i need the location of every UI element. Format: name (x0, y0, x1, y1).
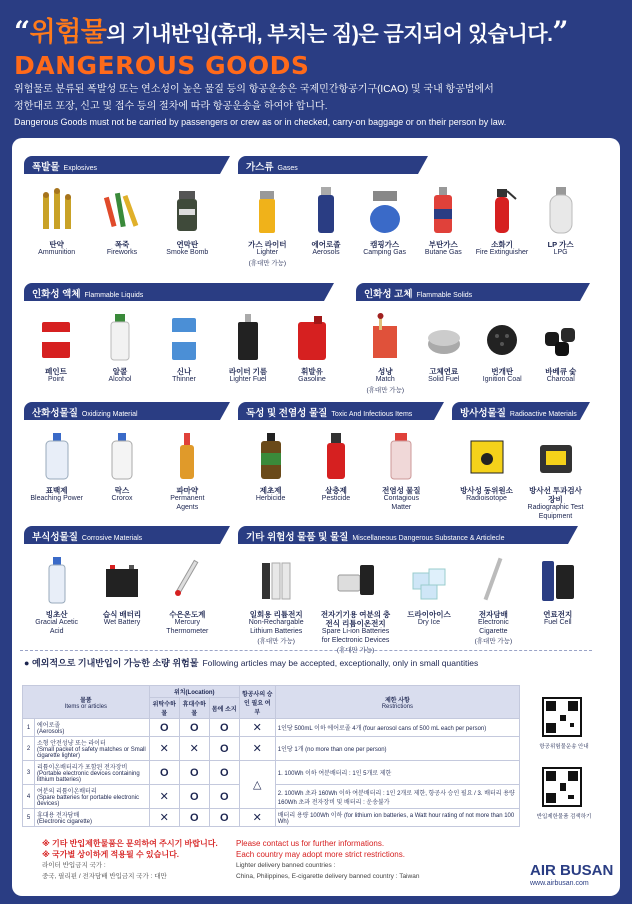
item-charcoal: 바베큐 숯 Charcoal (534, 309, 588, 394)
section-title: 부식성물질 Corrosive Materials (24, 526, 220, 544)
table-row: 4 여분의 리튬이온배터리 (Spare batteries for portable electronic devices) ✕ O O 2. 100Wh 초과 160Wh 이하 여분배터리 : 1인 2개로 제한, 항공사 승인 필요 / 3. 배터리 용량 160Wh 초과 전자장비 및 배터리 : 운송불가 (23, 785, 520, 809)
item-smoke-bomb: 연막탄 Smoke Bomb (160, 182, 214, 258)
item-ammunition: 탄약 Ammunition (30, 182, 84, 258)
fuel-cell-icon (537, 552, 579, 606)
section-title: 인화성 액체 Flammable Liquids (24, 283, 324, 301)
headline-text: 의 기내반입(휴대, 부치는 짐)은 금지되어 있습니다. (106, 23, 553, 46)
e-cigarette-icon (472, 552, 514, 606)
item-acetic-acid: 빙초산 Gracial Acetic Acid (30, 552, 84, 636)
item-permanent-agents: 파마약 Permanent Agents (160, 428, 214, 512)
dry-ice-icon (408, 552, 450, 606)
item-gasoline: 휘발유 Gasoline (285, 309, 339, 385)
charcoal-icon (540, 309, 582, 363)
smoke-bomb-icon (166, 182, 208, 236)
dangerous-goods-title: DANGEROUS GOODS (14, 51, 310, 80)
wet-battery-icon (101, 552, 143, 606)
qr-label-1: 항공위험물운송 안내 (539, 744, 589, 750)
quote-open: “ (14, 15, 30, 48)
permanent-agent-icon (166, 428, 208, 482)
item-solid-fuel: 고체연료 Solid Fuel (417, 309, 471, 394)
section-miscellaneous (238, 526, 590, 654)
item-mercury-thermometer: 수은온도계 Mercury Thermometer (160, 552, 214, 636)
item-herbicide: 제초제 Herbicide (244, 428, 298, 512)
section-flammable-solids (356, 283, 590, 394)
item-list (24, 301, 344, 385)
item-camping-gas: 캠핑가스 Camping Gas (358, 182, 412, 267)
item-pesticide: 살충제 Pesticide (309, 428, 363, 512)
header (0, 0, 632, 128)
section-toxic (238, 402, 434, 512)
separator (20, 650, 592, 651)
section-title: 인화성 고체 Flammable Solids (356, 283, 580, 301)
description-ko-1: 위험물로 분류된 폭발성 또는 연소성이 높은 물질 등의 항공운송은 국제민간항공기구(ICAO) 및 국내 항공법에서 (14, 84, 494, 95)
item-list (24, 420, 220, 512)
item-match: 성냥 Match (휴대만 가능) (358, 309, 412, 394)
qr-code-2[interactable] (542, 767, 582, 807)
pesticide-icon (315, 428, 357, 482)
description-en: Dangerous Goods must not be carried by passengers or crew as or in checked, carry-on baggage or on their person by law. (14, 117, 507, 127)
fireworks-icon (101, 182, 143, 236)
item-paint: 페인트 Point (29, 309, 83, 385)
section-explosives (24, 156, 220, 258)
item-contagious-matter: 전염성 물질 Contagious Matter (374, 428, 428, 512)
fire-extinguisher-icon (481, 182, 523, 236)
qr-label-2: 반입제한물품 검색하기 (536, 814, 592, 820)
table-row: 2 소형 안전성냥 또는 라이터 (Small packet of safety matches or Small cigarette lighter) ✕ ✕ O ✕ 1인당 1개 (no more than one per person) (23, 737, 520, 761)
website-link[interactable]: www.airbusan.com (530, 880, 589, 887)
section-title: 방사성물질 Radioactive Materials (452, 402, 580, 420)
lighter-icon (246, 182, 288, 236)
item-list (238, 420, 434, 512)
item-spare-li-ion: 전자기기용 여분의 충전식 리튬이온전지 Spare Li-ion Batteries for Electronic Devices (휴대만 가능) (320, 552, 392, 654)
match-icon (364, 309, 406, 363)
section-title: 산화성물질 Oxidizing Material (24, 402, 220, 420)
solid-fuel-icon (423, 309, 465, 363)
exceptions-table (22, 685, 520, 827)
item-bleaching-power: 표백제 Bleaching Power (30, 428, 84, 512)
qr-code-1[interactable] (542, 697, 582, 737)
thermometer-icon (166, 552, 208, 606)
headline-highlight: 위험물 (29, 17, 107, 47)
item-e-cigarette: 전자담배 Electronic Cigarette (휴대만 가능) (466, 552, 520, 654)
alcohol-icon (99, 309, 141, 363)
ignition-coal-icon (481, 309, 523, 363)
section-title: 독성 및 전염성 물질 Toxic And Infectious Items (238, 402, 434, 420)
section-radioactive (452, 402, 590, 521)
item-fireworks: 폭죽 Fireworks (95, 182, 149, 258)
item-wet-battery: 습식 배터리 Wet Battery (95, 552, 149, 636)
exceptions-title: ● 예외적으로 기내반입이 가능한 소량 위험물 Following articles may be accepted, exceptionally, only in small quantities (24, 658, 479, 668)
air-busan-logo: AIR BUSAN (530, 862, 614, 879)
paint-icon (35, 309, 77, 363)
item-dry-ice: 드라이아이스 Dry Ice (402, 552, 456, 654)
item-lpg: LP 가스 LPG (534, 182, 588, 267)
item-lighter: 가스 라이터 Lighter (휴대만 가능) (240, 182, 294, 267)
section-title: 가스류 Gases (238, 156, 418, 174)
radioactive-icon (466, 428, 508, 482)
bleach-icon (36, 428, 78, 482)
item-aerosols: 에어로졸 Aerosols (299, 182, 353, 267)
table-row: 1 에어로졸 (Aerosols) O O O ✕ 1인당 500mL 이하 에어로졸 4개 (four aerosol cans of 500 mL each per person) (23, 719, 520, 737)
col-checked: 위탁수하물 (149, 698, 179, 719)
power-bank-icon (335, 552, 377, 606)
item-butane-gas: 부탄가스 Butane Gas (416, 182, 470, 267)
section-title: 폭발물 Explosives (24, 156, 220, 174)
footer-ko: ※ 기타 반입제한물품은 문의하여 주시기 바랍니다. ※ 국가별 상이하게 적용될 수 있습니다. 라이터 반입금지 국가 : 중국, 필리핀 / 전자담배 반입금지 국가 : 대만 (42, 839, 218, 880)
item-list (24, 174, 220, 258)
section-corrosive (24, 526, 220, 636)
thinner-icon (163, 309, 205, 363)
contagious-matter-icon (380, 428, 422, 482)
item-alcohol: 알콜 Alcohol (93, 309, 147, 385)
col-items: 물품 Items or articles (23, 686, 150, 719)
butane-gas-icon (422, 182, 464, 236)
item-list (238, 544, 590, 654)
item-list (238, 174, 590, 267)
lighter-fuel-icon (227, 309, 269, 363)
radiographic-equipment-icon (535, 428, 577, 482)
col-person: 몸에 소지 (209, 698, 239, 719)
section-title: 기타 위험성 물품 및 물질 Miscellaneous Dangerous Substance & Articlecle (238, 526, 568, 544)
section-gases (238, 156, 590, 267)
table-row: 5 휴대용 전자담배 (Electronic cigarette) ✕ O O ✕ 배터리 용량 100Wh 이하 (for lithium ion batteries, a Watt hour rating of not more than 100 Wh) (23, 809, 520, 827)
item-lithium-batteries: 일회용 리튬전지 Non-Rechargable Lithium Batteries (휴대만 가능) (243, 552, 309, 654)
item-crorox: 락스 Crorox (95, 428, 149, 512)
footer-en: Please contact us for further informations. Each country may adopt more strict restrictions. Lighter delivery banned countries : China, Philippines, E-cigarette delivery banned country : Taiwan (236, 839, 420, 880)
item-radioisotope: 방사성 동위원소 Radioisotope (456, 428, 518, 521)
item-lighter-fuel: 라이터 기름 Lighter Fuel (221, 309, 275, 385)
quote-close: ” (552, 15, 569, 48)
crorox-icon (101, 428, 143, 482)
item-fire-extinguisher: 소화기 Fire Extinguisher (475, 182, 529, 267)
col-restrictions: 제한 사항 Restrictions (275, 686, 519, 719)
lithium-battery-icon (255, 552, 297, 606)
col-location: 위치(Location) (149, 686, 239, 698)
table-row: 3 리튬이온배터리가 포함된 전자장비 (Portable electronic devices containing lithium batteries) O O O △ 1. 100Wh 이하 여분배터리 : 1인 5개로 제한 (23, 761, 520, 785)
gasoline-icon (291, 309, 333, 363)
acetic-acid-icon (36, 552, 78, 606)
description-ko-2: 정한대로 포장, 신고 및 접수 등의 절차에 따라 항공운송을 하여야 합니다. (14, 101, 328, 112)
section-flammable-liquids (24, 283, 344, 385)
item-list (356, 301, 590, 394)
col-approval: 항공사의 승인 필요 여부 (239, 686, 275, 719)
main-headline (14, 10, 620, 49)
item-ignition-coal: 번개탄 Ignition Coal (475, 309, 529, 394)
item-radiographic-test-equipment: 방사선 투과검사 장비 Radiographic Test Equipment (525, 428, 587, 521)
herbicide-icon (250, 428, 292, 482)
camping-gas-icon (364, 182, 406, 236)
item-list (452, 420, 590, 521)
col-carry-on: 휴대수하물 (179, 698, 209, 719)
section-oxidizing (24, 402, 220, 512)
aerosol-icon (305, 182, 347, 236)
item-thinner: 신나 Thinner (157, 309, 211, 385)
item-list (24, 544, 220, 636)
lpg-icon (540, 182, 582, 236)
item-fuel-cell: 연료전지 Fuel Cell (531, 552, 585, 654)
ammunition-icon (36, 182, 78, 236)
